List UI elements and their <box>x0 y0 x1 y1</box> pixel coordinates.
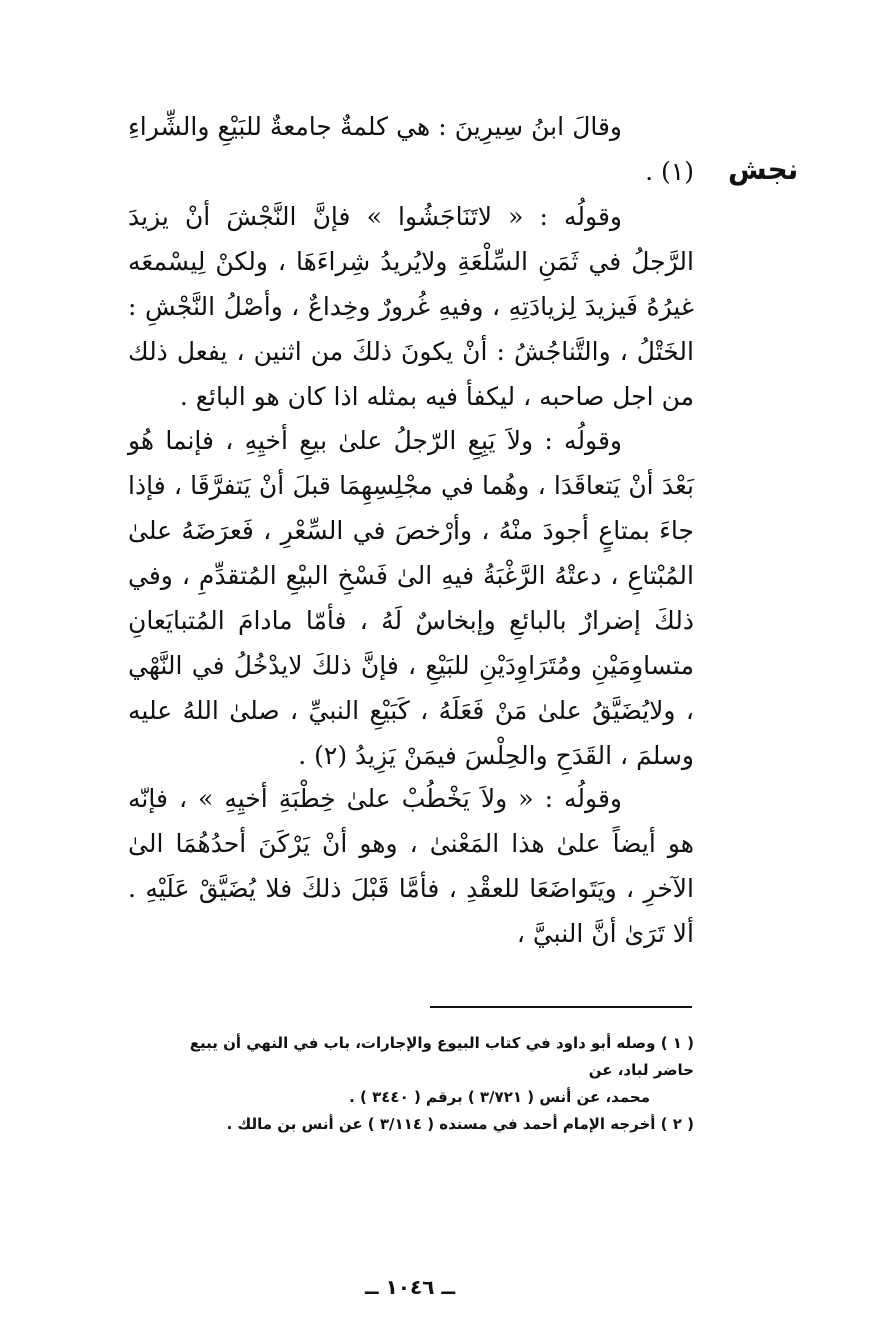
paragraph-bay <box>128 418 694 778</box>
footnote-divider <box>430 1006 692 1008</box>
footnotes <box>150 1030 694 1138</box>
page-number: ــ ١٠٤٦ ــ <box>364 1275 456 1299</box>
paragraph-text: وقولُه : « لاتَنَاجَشُوا » فإنَّ النَّجْشَ أنْ يزيدَ الرَّجلُ في ثَمَنِ السِّلْعَةِ ولايُريدُ شِراءَهَا ، ولكنْ لِيسْمعَه غيرُهُ فَيزيدَ لِزيادَتِهِ ، وفيهِ غُرورٌ وخِداعٌ ، وأصْلُ النَّجْشِ : الخَتْلُ ، والتَّناجُشُ : أنْ يكونَ ذلكَ من اثنين ، يفعل ذلك من اجل صاحبه ، ليكفأ فيه بمثله اذا كان هو البائع . <box>128 202 694 411</box>
paragraph-text: وقولُه : « ولاَ يَخْطُبْ علىٰ خِطْبَةِ أخيِهِ » ، فإنّه هو أيضاً علىٰ هذا المَعْنىٰ ، وهو أنْ يَرْكَنَ أحدُهُمَا الىٰ الآخرِ ، ويَتَواضَعَا للعقْدِ ، فأمَّا قَبْلَ ذلكَ فلا يُضَيَّقْ عَلَيْهِ . ألا تَرَىٰ أنَّ النبيَّ ، <box>128 784 694 948</box>
footnote-1-line-2: محمد، عن أنس ( ٣/٧٢١ ) برقم ( ٣٤٤٠ ) . <box>349 1088 650 1106</box>
paragraph-najsh <box>128 194 694 419</box>
main-text-block-3 <box>128 776 694 956</box>
footnote-2: ( ٢ ) أخرجه الإمام أحمد في مسنده ( ٣/١١٤ ) عن أنس بن مالك . <box>226 1115 694 1133</box>
main-text-block-2 <box>128 418 694 778</box>
footnote-1-line-1: ( ١ ) وصله أبو داود في كتاب البيوع والإجارات، باب في النهي أن يبيع حاضر لباد، عن <box>189 1034 694 1079</box>
margin-heading: نجش <box>728 153 799 186</box>
paragraph-ibn-sirin <box>128 104 694 194</box>
main-text-block-1 <box>128 104 694 419</box>
paragraph-text: وقالَ ابنُ سِيرِينَ : هي كلمةٌ جامعةٌ للبَيْعِ والشِّراءِ (١) . <box>128 112 694 186</box>
paragraph-text: وقولُه : ولاَ يَبِعِ الرّجلُ علىٰ بيعِ أخيِهِ ، فإنما هُو بَعْدَ أنْ يَتعاقَدَا ، وهُما في مجْلِسِهِمَا قبلَ أنْ يَتفرَّقَا ، فإذا جاءَ بمتاعٍ أجودَ منْهُ ، وأرْخصَ في السِّعْرِ ، فَعرَضَهُ علىٰ المُبْتاعِ ، دعتْهُ الرَّغْبَةُ فيهِ الىٰ فَسْخِ البيْعِ المُتقدِّمِ ، وفي ذلكَ إضرارٌ بالبائعِ وإبخاسٌ لَهُ ، فأمّا مادامَ المُتبايَعانِ متساوِمَيْنِ ومُتَرَاوِدَيْنِ للبَيْعِ ، فإنَّ ذلكَ لايدْخُلُ في النَّهْي ، ولايُضَيَّقُ علىٰ مَنْ فَعَلَهُ ، كَبَيْعِ النبيِّ ، صلىٰ اللهُ عليه وسلمَ ، القَدَحِ والحِلْسَ فيمَنْ يَزِيدُ (٢) . <box>128 426 694 770</box>
paragraph-khitba <box>128 776 694 956</box>
